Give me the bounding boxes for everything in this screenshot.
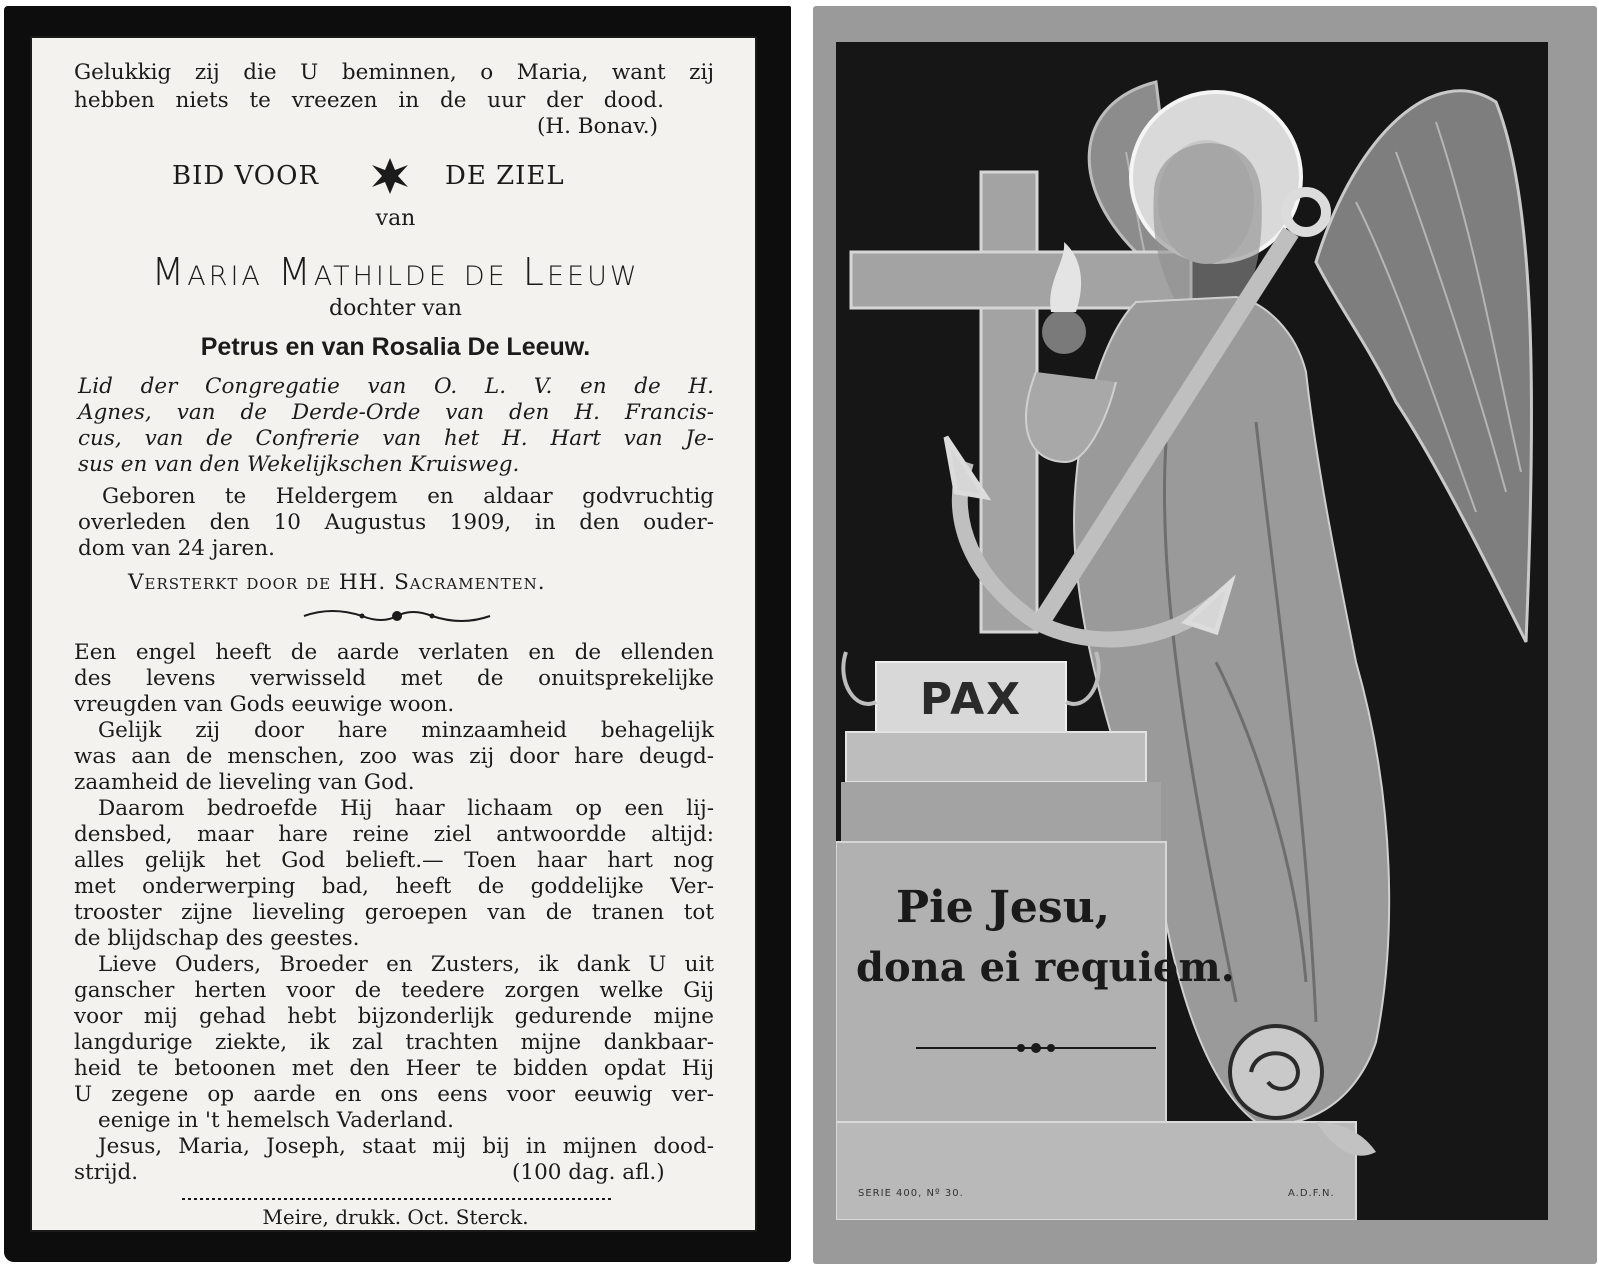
quote-line-1: Gelukkig zij die U beminnen, o Maria, want zij: [74, 60, 714, 85]
body-line-8: densbed, maar hare reine ziel antwoordde altijd:: [74, 822, 714, 847]
body-line-17: heid te betoonen met den Heer te bidden opdat Hij: [74, 1056, 714, 1081]
birth-line-2: overleden den 10 Augustus 1909, in den ouder-: [78, 510, 714, 535]
flourish-divider-icon: [302, 604, 492, 628]
body-line-20: Jesus, Maria, Joseph, staat mij bij in mijnen dood-: [98, 1134, 714, 1159]
angel-hair: [1153, 143, 1261, 302]
body-line-11: trooster zijne lieveling geroepen van de tranen tot: [74, 900, 714, 925]
membership-line-1: Lid der Congregatie van O. L. V. en de H.: [78, 374, 714, 399]
pax-inscription: PAX: [919, 674, 1023, 725]
pray-for-label: BID VOOR: [172, 161, 320, 191]
the-soul-label: DE ZIEL: [445, 161, 565, 191]
body-line-12: de blijdschap des geestes.: [74, 926, 360, 951]
body-line-1: Een engel heeft de aarde verlaten en de ellenden: [74, 640, 714, 665]
body-line-13: Lieve Ouders, Broeder en Zusters, ik dank U uit: [98, 952, 714, 977]
sacraments-line: Versterkt door de HH. Sacramenten.: [128, 570, 546, 595]
body-line-10: met onderwerping bad, heeft de goddelijke Ver-: [74, 874, 714, 899]
body-line-6: zaamheid de lieveling van God.: [74, 770, 415, 795]
membership-line-3: cus, van de Confrerie van het H. Hart van Je-: [78, 426, 714, 451]
parents-names: Petrus en van Rosalia De Leeuw.: [200, 333, 591, 361]
body-line-7: Daarom bedroefde Hij haar lichaam op een lij-: [98, 796, 714, 821]
angel-illustration-panel: [836, 42, 1548, 1220]
membership-line-2: Agnes, van de Derde-Orde van den H. Francis-: [78, 400, 714, 425]
cross-pattee-icon: [368, 154, 412, 198]
quote-source: (H. Bonav.): [537, 114, 659, 139]
dotted-rule: [182, 1194, 612, 1204]
indulgence-note: (100 dag. afl.): [512, 1160, 665, 1185]
deceased-name: Maria Mathilde de Leeuw: [151, 250, 640, 294]
quote-line-2: hebben niets te vreezen in de uur der dood.: [74, 88, 664, 113]
body-line-14: ganscher herten voor de teedere zorgen welke Gij: [74, 978, 714, 1003]
left-card-border: [4, 6, 791, 1262]
van-label: van: [375, 206, 416, 231]
printer-line: Meire, drukk. Oct. Sterck.: [262, 1205, 529, 1229]
latin-line-1: Pie Jesu,: [896, 882, 1111, 933]
right-card-border: [813, 6, 1597, 1264]
body-line-9: alles gelijk het God belieft.— Toen haar hart nog: [74, 848, 714, 873]
body-line-4: Gelijk zij door hare minzaamheid behagelijk: [98, 718, 714, 743]
body-line-19: eenige in 't hemelsch Vaderland.: [98, 1108, 455, 1133]
body-last-line: strijd.: [74, 1160, 139, 1185]
birth-line-1: Geboren te Heldergem en aldaar godvruchtig: [102, 484, 714, 509]
daughter-of-label: dochter van: [329, 296, 462, 321]
left-card-text-panel: [30, 36, 757, 1232]
birth-line-3: dom van 24 jaren.: [78, 536, 275, 561]
body-line-15: voor mij gehad hebt bijzonderlijk gedurende mijne: [74, 1004, 714, 1029]
latin-line-2: dona ei requiem.: [856, 944, 1235, 991]
membership-line-4: sus en van den Wekelijkschen Kruisweg.: [78, 452, 520, 477]
body-line-2: des levens verwisseld met de onuitsprekelijke: [74, 666, 714, 691]
publisher-caption: A.D.F.N.: [1288, 1188, 1335, 1199]
body-line-5: was aan de menschen, zoo was zij door hare deugd-: [74, 744, 714, 769]
body-line-3: vreugden van Gods eeuwige woon.: [74, 692, 455, 717]
scroll-ornament-icon: [1230, 1026, 1322, 1118]
angel-illustration: [836, 42, 1548, 1220]
body-line-16: langdurige ziekte, ik zal trachten mijne dankbaar-: [74, 1030, 714, 1055]
body-line-18: U zegene op aarde en ons eens voor eeuwig ver-: [74, 1082, 714, 1107]
series-caption: SERIE 400, Nº 30.: [858, 1188, 964, 1199]
flaming-heart: [1042, 310, 1086, 354]
